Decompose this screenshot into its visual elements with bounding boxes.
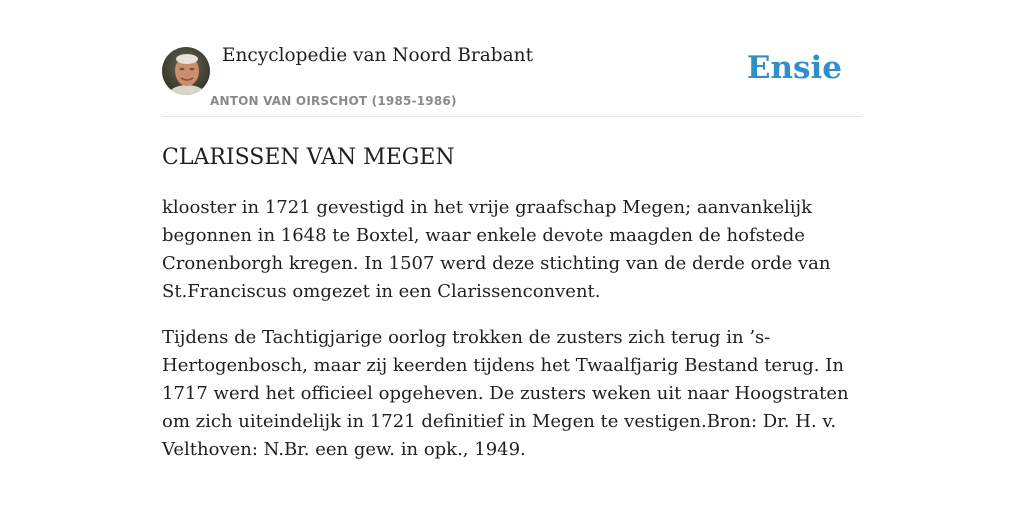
- author-avatar[interactable]: [162, 47, 210, 95]
- page-container: [162, 0, 862, 482]
- entry-header: [162, 0, 862, 117]
- entry-body: [162, 194, 862, 464]
- entry-paragraph: Tijdens de Tachtigjarige oorlog trokken de zusters zich terug in ’s-Hertogenbosch, maar zij keerden tijdens het Twaalfjarig Bestand terug. In 1717 werd het officieel opgeheven. De zusters weken uit naar Hoogstraten om zich uiteindelijk in 1721 definitief in Megen te vestigen.Bron: Dr. H. v. Velthoven: N.Br. een gew. in opk., 1949.: [162, 327, 849, 460]
- entry-title: CLARISSEN VAN MEGEN: [162, 145, 455, 170]
- author-name[interactable]: ANTON VAN OIRSCHOT (1985-1986): [210, 94, 457, 108]
- source-title[interactable]: Encyclopedie van Noord Brabant: [222, 45, 534, 66]
- entry-paragraph: klooster in 1721 gevestigd in het vrije graafschap Megen; aanvankelijk begonnen in 1648 te Boxtel, waar enkele devote maagden de hofstede Cronenborgh kregen. In 1507 werd deze stichting van de derde orde van St.Franciscus omgezet in een Clarissenconvent.: [162, 197, 831, 302]
- brand-logo[interactable]: Ensie: [746, 50, 842, 86]
